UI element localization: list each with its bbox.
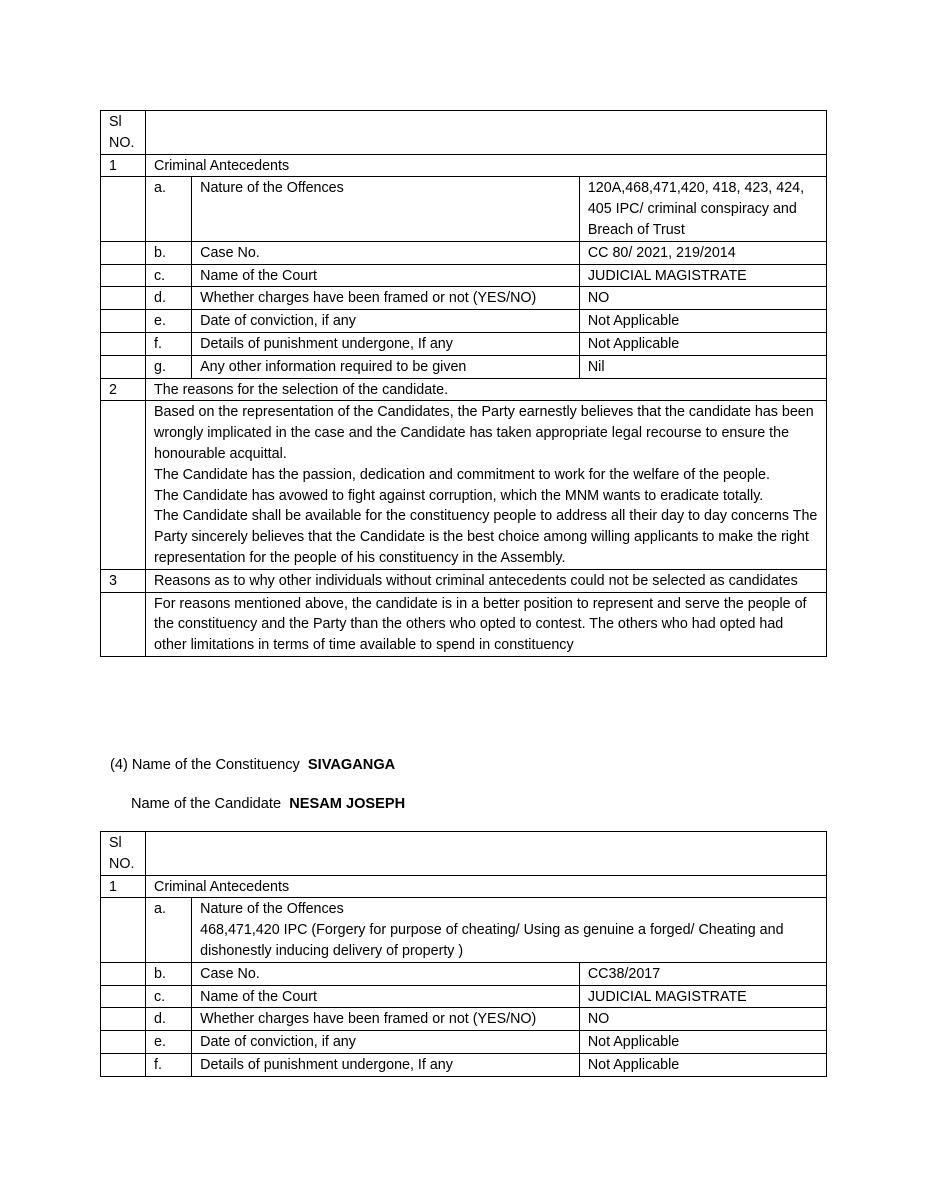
constituency-label: (4) Name of the Constituency: [110, 757, 300, 773]
row-letter: b.: [146, 962, 192, 985]
row-label: Nature of the Offences: [192, 177, 580, 241]
row-letter: a.: [146, 898, 192, 962]
section-number: 3: [101, 569, 146, 592]
table-header-row: [101, 111, 827, 155]
row-value: Not Applicable: [579, 1031, 826, 1054]
row-label: Case No.: [192, 962, 580, 985]
section-number: 1: [101, 154, 146, 177]
row-letter: b.: [146, 241, 192, 264]
criminal-antecedents-table-2: [100, 831, 827, 1077]
row-label: Any other information required to be given: [192, 355, 580, 378]
table-row: [101, 1053, 827, 1076]
table-row: [101, 355, 827, 378]
row-letter: g.: [146, 355, 192, 378]
paragraph: Based on the representation of the Candidates, the Party earnestly believes that the candidate has been wrongly implicated in the case and the Candidate has taken appropriate legal recourse to ensure the honourable acquittal.: [154, 404, 814, 462]
row-value: JUDICIAL MAGISTRATE: [579, 264, 826, 287]
header-blank-cell: [146, 111, 827, 155]
selection-reasons-text: [146, 401, 827, 569]
offence-cell: [192, 898, 827, 962]
table-row: [101, 962, 827, 985]
table-row: [101, 241, 827, 264]
sl-no-header: Sl NO.: [101, 832, 146, 876]
row-label: Date of conviction, if any: [192, 310, 580, 333]
row-letter: d.: [146, 1008, 192, 1031]
row-letter: c.: [146, 264, 192, 287]
row-letter: f.: [146, 1053, 192, 1076]
row-value: JUDICIAL MAGISTRATE: [579, 985, 826, 1008]
table-row: [101, 985, 827, 1008]
candidate-label: Name of the Candidate: [131, 796, 282, 812]
section-body-row: [101, 401, 827, 569]
section-title: Reasons as to why other individuals without criminal antecedents could not be selected as candidates: [146, 569, 827, 592]
row-letter: d.: [146, 287, 192, 310]
section-title: Criminal Antecedents: [146, 154, 827, 177]
table-row: [101, 287, 827, 310]
paragraph: The Candidate has avowed to fight against corruption, which the MNM wants to eradicate totally.: [154, 487, 764, 504]
row-value: CC 80/ 2021, 219/2014: [579, 241, 826, 264]
criminal-antecedents-table-1: [100, 110, 827, 657]
row-value: NO: [579, 287, 826, 310]
row-value: 468,471,420 IPC (Forgery for purpose of cheating/ Using as genuine a forged/ Cheating and dishonestly inducing delivery of property ): [200, 922, 784, 959]
section-number: 1: [101, 875, 146, 898]
row-label: Date of conviction, if any: [192, 1031, 580, 1054]
row-value: 120A,468,471,420, 418, 423, 424, 405 IPC/ criminal conspiracy and Breach of Trust: [579, 177, 826, 241]
row-letter: e.: [146, 1031, 192, 1054]
candidate-name: NESAM JOSEPH: [289, 796, 406, 812]
section-row: [101, 154, 827, 177]
section-row: [101, 875, 827, 898]
row-label: Details of punishment undergone, If any: [192, 1053, 580, 1076]
row-label: Name of the Court: [192, 985, 580, 1008]
row-label: Whether charges have been framed or not (YES/NO): [192, 1008, 580, 1031]
section-title: The reasons for the selection of the candidate.: [146, 378, 827, 401]
table-row: [101, 898, 827, 962]
row-letter: a.: [146, 177, 192, 241]
row-value: Not Applicable: [579, 1053, 826, 1076]
paragraph: The Candidate has the passion, dedication and commitment to work for the welfare of the people.: [154, 466, 770, 483]
header-blank-cell: [146, 832, 827, 876]
section-number: 2: [101, 378, 146, 401]
table-row: [101, 1031, 827, 1054]
row-letter: c.: [146, 985, 192, 1008]
candidate-heading: [131, 794, 405, 814]
section-body-row: [101, 592, 827, 656]
sl-no-header: Sl NO.: [101, 111, 146, 155]
row-label: Case No.: [192, 241, 580, 264]
table-row: [101, 264, 827, 287]
table-row: [101, 1008, 827, 1031]
row-label: Whether charges have been framed or not (YES/NO): [192, 287, 580, 310]
row-value: NO: [579, 1008, 826, 1031]
row-value: Nil: [579, 355, 826, 378]
row-value: Not Applicable: [579, 310, 826, 333]
row-letter: e.: [146, 310, 192, 333]
table-row: [101, 310, 827, 333]
row-label: Details of punishment undergone, If any: [192, 332, 580, 355]
section-row: [101, 378, 827, 401]
row-label: Nature of the Offences: [200, 901, 344, 918]
table-header-row: [101, 832, 827, 876]
row-letter: f.: [146, 332, 192, 355]
table-row: [101, 332, 827, 355]
table-row: [101, 177, 827, 241]
section-title: Criminal Antecedents: [146, 875, 827, 898]
row-label: Name of the Court: [192, 264, 580, 287]
constituency-name: SIVAGANGA: [307, 757, 396, 773]
paragraph: The Candidate shall be available for the constituency people to address all their day to day concerns The Party sincerely believes that the Candidate is the best choice among willing applicants to make the right representation for the people of his constituency in the Assembly.: [154, 508, 818, 566]
row-value: Not Applicable: [579, 332, 826, 355]
row-value: CC38/2017: [579, 962, 826, 985]
constituency-heading: [110, 755, 395, 775]
other-individuals-reasons-text: For reasons mentioned above, the candidate is in a better position to represent and serve the people of the constituency and the Party than the others who opted to contest. The others who had opted had other limitations in terms of time available to spend in constituency: [146, 592, 827, 656]
section-row: [101, 569, 827, 592]
